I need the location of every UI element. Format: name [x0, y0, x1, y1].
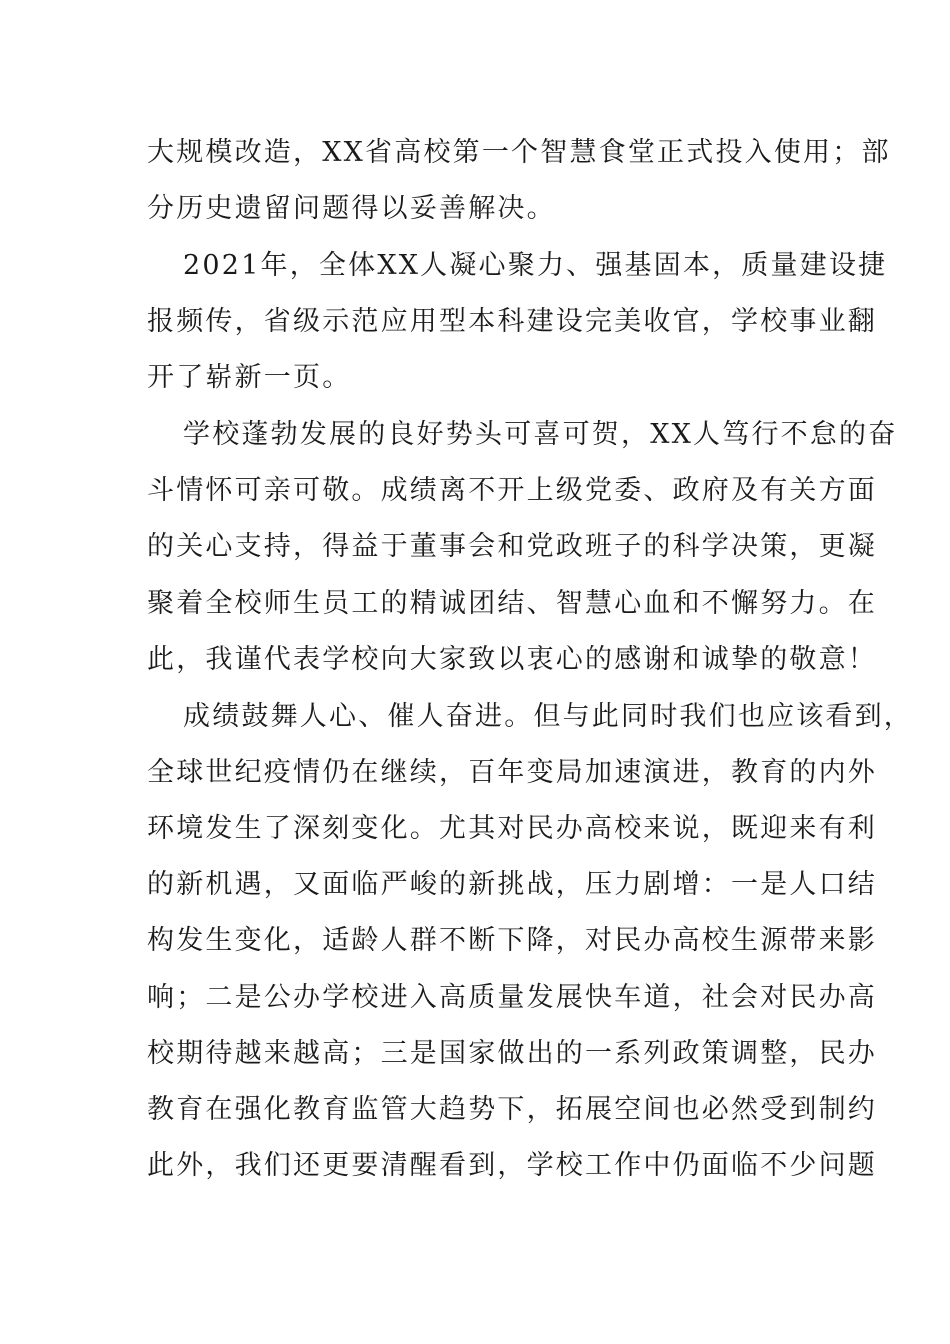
text-line-4: 报频传，省级示范应用型本科建设完美收官，学校事业翻 — [147, 306, 877, 337]
text-line-16: 响；二是公办学校进入高质量发展快车道，社会对民办高 — [147, 982, 877, 1013]
text-line-3: 2021年，全体XX人凝心聚力、强基固本，质量建设捷 — [183, 250, 888, 281]
text-line-2: 分历史遗留问题得以妥善解决。 — [147, 193, 556, 224]
text-line-17: 校期待越来越高；三是国家做出的一系列政策调整，民办 — [147, 1038, 877, 1069]
text-line-6: 学校蓬勃发展的良好势头可喜可贺，XX人笃行不怠的奋 — [183, 419, 898, 450]
text-line-19: 此外，我们还更要清醒看到，学校工作中仍面临不少问题 — [147, 1150, 877, 1181]
text-line-5: 开了崭新一页。 — [147, 362, 352, 393]
text-line-7: 斗情怀可亲可敬。成绩离不开上级党委、政府及有关方面 — [147, 475, 877, 506]
text-line-18: 教育在强化教育监管大趋势下，拓展空间也必然受到制约 — [147, 1094, 877, 1125]
text-line-9: 聚着全校师生员工的精诚团结、智慧心血和不懈努力。在 — [147, 588, 877, 619]
text-line-8: 的关心支持，得益于董事会和党政班子的科学决策，更凝 — [147, 531, 877, 562]
text-line-14: 的新机遇，又面临严峻的新挑战，压力剧增：一是人口结 — [147, 869, 877, 900]
text-line-11: 成绩鼓舞人心、催人奋进。但与此同时我们也应该看到， — [183, 701, 913, 732]
text-line-12: 全球世纪疫情仍在继续，百年变局加速演进，教育的内外 — [147, 757, 877, 788]
text-line-13: 环境发生了深刻变化。尤其对民办高校来说，既迎来有利 — [147, 813, 877, 844]
text-line-15: 构发生变化，适龄人群不断下降，对民办高校生源带来影 — [147, 925, 877, 956]
text-line-1: 大规模改造，XX省高校第一个智慧食堂正式投入使用；部 — [147, 137, 891, 168]
text-line-10: 此，我谨代表学校向大家致以衷心的感谢和诚挚的敬意！ — [147, 644, 877, 675]
